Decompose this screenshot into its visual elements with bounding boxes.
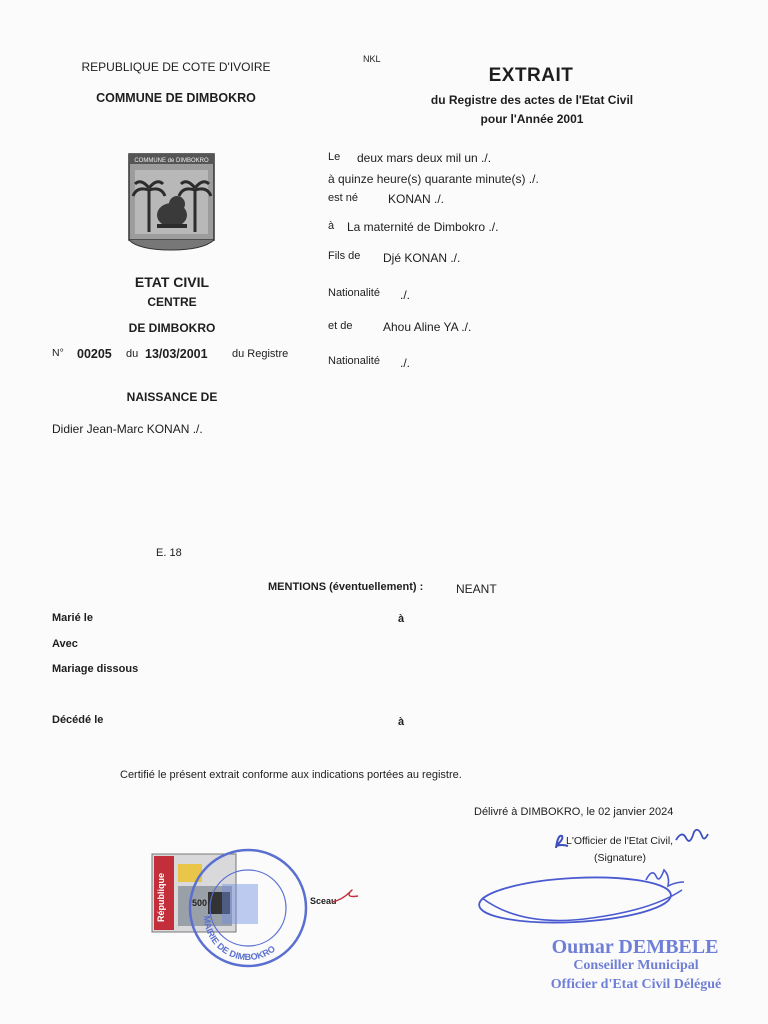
officer-title-2: Officier d'Etat Civil Délégué (550, 977, 722, 992)
seal-label: Sceau (310, 896, 337, 906)
officer-label: L'Officier de l'Etat Civil, (566, 835, 674, 847)
nationalite-label-mother: Nationalité (328, 355, 380, 367)
est-ne-value: KONAN ./. (388, 192, 445, 206)
nationalite-mother: ./. (400, 356, 411, 370)
naissance-de-heading: NAISSANCE DE (126, 390, 218, 404)
delivery-text: Délivré à DIMBOKRO, le 02 janvier 2024 (474, 806, 674, 818)
est-ne-label: est né (328, 192, 358, 204)
fiscal-stamp-value: 500 (192, 898, 208, 908)
republic-name: REPUBLIQUE DE COTE D'IVOIRE (81, 60, 271, 74)
official-seal-icon (148, 846, 338, 968)
number-label: N° (52, 347, 64, 359)
du-label: du (126, 348, 139, 360)
et-de-label: et de (328, 320, 353, 332)
document-title: EXTRAIT (488, 65, 574, 86)
etat-civil-heading: ETAT CIVIL (134, 274, 210, 290)
mother-name: Ahou Aline YA ./. (383, 320, 472, 334)
emblem-caption: COMMUNE de DIMBOKRO (134, 158, 209, 164)
fiscal-stamp-label: République (156, 873, 166, 922)
avec-label: Avec (52, 638, 78, 650)
decede-le-label: Décédé le (52, 714, 104, 726)
marie-a-label: à (398, 613, 405, 625)
flourish-mark-icon (672, 826, 712, 850)
seal-mark-icon (330, 886, 360, 908)
signature-label: (Signature) (594, 852, 646, 864)
decede-a-label: à (398, 716, 405, 728)
ref-code: NKL (363, 54, 381, 64)
nationalite-label-father: Nationalité (328, 287, 380, 299)
register-number: 00205 (77, 347, 112, 361)
mariage-dissous-label: Mariage dissous (52, 663, 139, 675)
nationalite-father: ./. (400, 288, 411, 302)
fils-de-label: Fils de (328, 250, 361, 262)
du-registre-label: du Registre (232, 348, 289, 360)
birth-date: deux mars deux mil un ./. (357, 151, 492, 165)
register-date: 13/03/2001 (145, 347, 208, 361)
commune-name: COMMUNE DE DIMBOKRO (96, 91, 256, 105)
seal-ring-text: MAIRIE DE DIMBOKRO (201, 915, 278, 963)
mentions-value: NEANT (456, 582, 497, 596)
officer-name: Oumar DEMBELE (551, 936, 719, 958)
document-subtitle-2: pour l'Année 2001 (480, 112, 584, 126)
le-label: Le (328, 151, 341, 163)
centre-label: CENTRE (147, 295, 197, 309)
father-name: Djé KONAN ./. (383, 251, 461, 265)
form-code: E. 18 (156, 547, 182, 559)
coat-of-arms-icon (127, 152, 216, 252)
mentions-label: MENTIONS (éventuellement) : (268, 581, 424, 593)
document-subtitle-1: du Registre des actes de l'Etat Civil (430, 93, 634, 107)
a-label: à (328, 220, 335, 232)
centre-name: DE DIMBOKRO (128, 321, 216, 335)
birth-place: La maternité de Dimbokro ./. (347, 220, 499, 234)
marie-le-label: Marié le (52, 612, 93, 624)
officer-title-1: Conseiller Municipal (573, 958, 699, 973)
birth-time: à quinze heure(s) quarante minute(s) ./. (328, 172, 539, 186)
child-name: Didier Jean-Marc KONAN ./. (52, 422, 203, 436)
certification-text: Certifié le présent extrait conforme aux indications portées au registre. (120, 769, 462, 781)
